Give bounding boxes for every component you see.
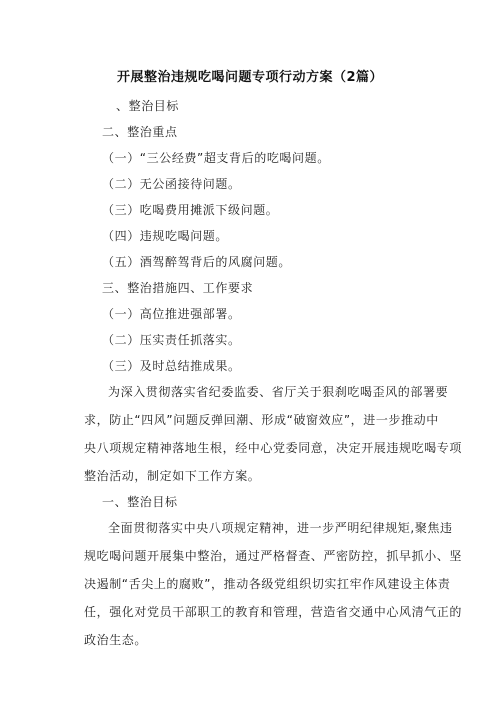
paragraph-line: 全面贯彻落实中央八项规定精神，进一步严明纪律规矩,聚焦违 [108, 521, 453, 535]
paragraph-line: 为深入贯彻落实省纪委监委、省厅关于狠刹吃喝歪风的部署要 [108, 385, 449, 399]
section-heading: 一、整治目标 [102, 495, 178, 509]
paragraph-line: 政治生态。 [84, 633, 148, 647]
paragraph-line: 求，防止“四风”问题反弹回潮、形成“破窗效应”，进一步推动中 [84, 413, 439, 427]
outline-item: （二）压实责任抓落实。 [102, 333, 241, 347]
outline-item: 二、整治重点 [102, 125, 178, 139]
outline-item: （一）高位推进强部署。 [102, 307, 241, 321]
outline-item: （一）“三公经费”超支背后的吃喝问题。 [102, 151, 330, 165]
outline-item: （三）吃喝费用摊派下级问题。 [102, 203, 279, 217]
outline-item: 三、整治措施四、工作要求 [102, 281, 254, 295]
paragraph-line: 规吃喝问题开展集中整治，通过严格督查、严密防控，抓早抓小、坚 [84, 549, 463, 563]
paragraph-line: 决遏制“舌尖上的腐败”，推动各级党组织切实扛牢作风建设主体责 [84, 577, 451, 591]
outline-item: （四）违规吃喝问题。 [102, 229, 229, 243]
paragraph-line: 央八项规定精神落地生根，经中心党委同意，决定开展违规吃喝专项 [84, 441, 463, 455]
outline-item: （五）酒驾醉驾背后的风腐问题。 [102, 255, 292, 269]
paragraph-line: 任，强化对党员干部职工的教育和管理，营造省交通中心风清气正的 [84, 605, 463, 619]
intro-paragraph [84, 378, 463, 490]
outline-item: 、整治目标 [116, 99, 180, 113]
paragraph-line: 整治活动，制定如下工作方案。 [84, 469, 261, 483]
outline-item: （二）无公函接待问题。 [102, 177, 241, 191]
document-title: 开展整治违规吃喝问题专项行动方案（2篇） [116, 70, 384, 85]
outline-item: （三）及时总结推成果。 [102, 359, 241, 373]
goal-paragraph [84, 514, 463, 654]
